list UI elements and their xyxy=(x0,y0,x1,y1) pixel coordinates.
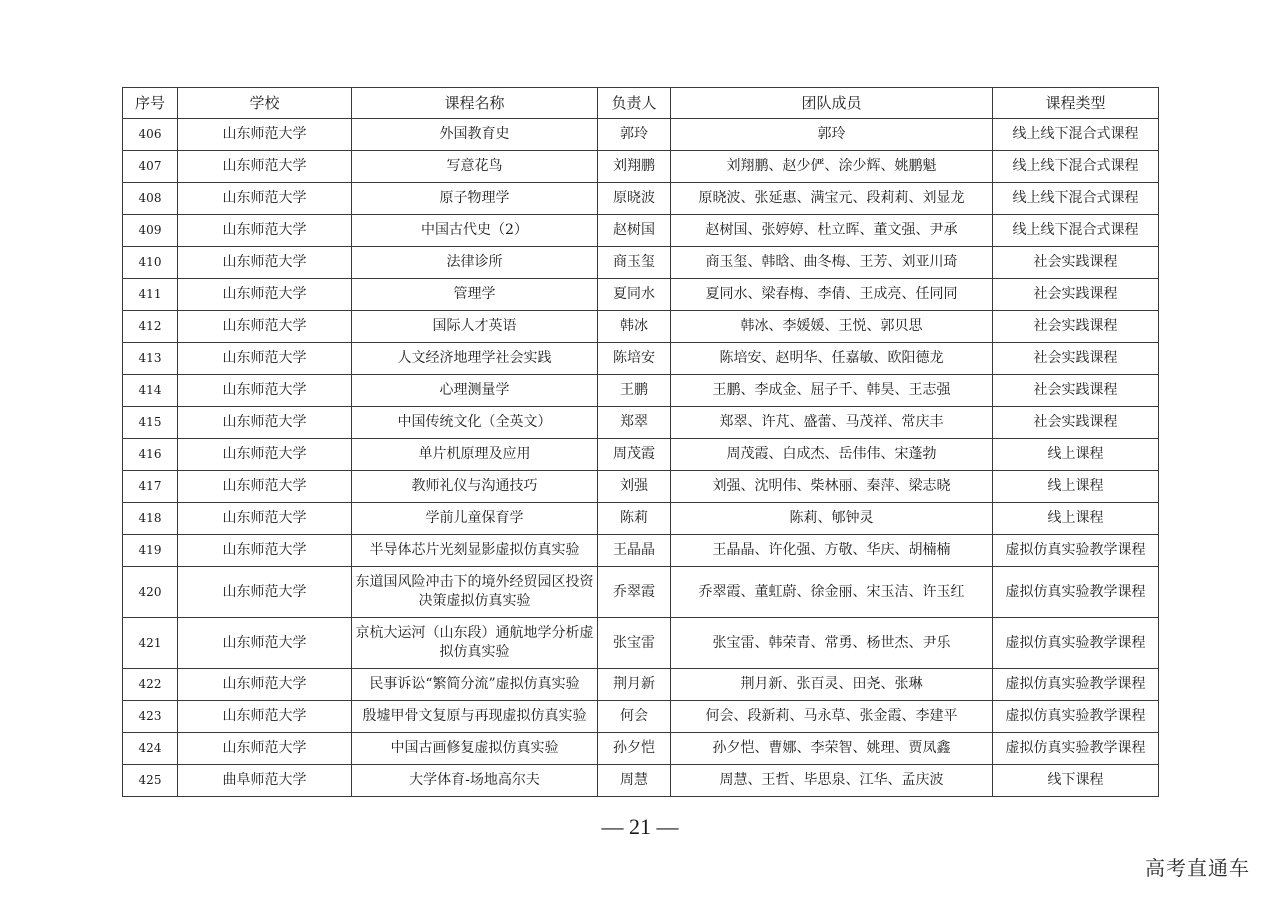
cell-course-name: 人文经济地理学社会实践 xyxy=(352,343,598,375)
cell-team-members: 陈莉、郇钟灵 xyxy=(671,503,993,535)
cell-team-members: 商玉玺、韩晗、曲冬梅、王芳、刘亚川琦 xyxy=(671,247,993,279)
cell-lead: 陈培安 xyxy=(598,343,671,375)
cell-lead: 郑翠 xyxy=(598,407,671,439)
cell-team-members: 刘强、沈明伟、柴林丽、秦萍、梁志晓 xyxy=(671,471,993,503)
cell-serial-number: 422 xyxy=(123,669,178,701)
cell-course-type: 虚拟仿真实验教学课程 xyxy=(993,535,1159,567)
cell-serial-number: 410 xyxy=(123,247,178,279)
cell-lead: 韩冰 xyxy=(598,311,671,343)
cell-team-members: 韩冰、李媛媛、王悦、郭贝思 xyxy=(671,311,993,343)
table-row xyxy=(123,471,1159,503)
cell-course-name: 写意花鸟 xyxy=(352,151,598,183)
cell-course-name: 教师礼仪与沟通技巧 xyxy=(352,471,598,503)
cell-team-members: 陈培安、赵明华、任嘉敏、欧阳德龙 xyxy=(671,343,993,375)
cell-school: 山东师范大学 xyxy=(178,439,352,471)
cell-course-name: 殷墟甲骨文复原与再现虚拟仿真实验 xyxy=(352,701,598,733)
table-row xyxy=(123,618,1159,669)
cell-course-type: 虚拟仿真实验教学课程 xyxy=(993,701,1159,733)
cell-serial-number: 420 xyxy=(123,567,178,618)
cell-course-type: 社会实践课程 xyxy=(993,311,1159,343)
table-row xyxy=(123,279,1159,311)
cell-lead: 王鹏 xyxy=(598,375,671,407)
cell-course-type: 虚拟仿真实验教学课程 xyxy=(993,669,1159,701)
cell-course-name: 东道国风险冲击下的境外经贸园区投资决策虚拟仿真实验 xyxy=(352,567,598,618)
cell-school: 山东师范大学 xyxy=(178,733,352,765)
cell-course-name: 半导体芯片光刻显影虚拟仿真实验 xyxy=(352,535,598,567)
table-row xyxy=(123,215,1159,247)
cell-team-members: 郭玲 xyxy=(671,119,993,151)
cell-lead: 原晓波 xyxy=(598,183,671,215)
cell-course-name: 心理测量学 xyxy=(352,375,598,407)
cell-school: 山东师范大学 xyxy=(178,247,352,279)
cell-course-name: 中国古画修复虚拟仿真实验 xyxy=(352,733,598,765)
cell-course-type: 社会实践课程 xyxy=(993,247,1159,279)
cell-course-name: 学前儿童保育学 xyxy=(352,503,598,535)
cell-lead: 周慧 xyxy=(598,765,671,797)
cell-team-members: 赵树国、张婷婷、杜立晖、董文强、尹承 xyxy=(671,215,993,247)
course-table xyxy=(122,87,1159,797)
cell-school: 曲阜师范大学 xyxy=(178,765,352,797)
cell-school: 山东师范大学 xyxy=(178,183,352,215)
cell-lead: 赵树国 xyxy=(598,215,671,247)
header-lead: 负责人 xyxy=(598,88,671,119)
cell-lead: 陈莉 xyxy=(598,503,671,535)
cell-course-name: 国际人才英语 xyxy=(352,311,598,343)
cell-lead: 乔翠霞 xyxy=(598,567,671,618)
cell-serial-number: 424 xyxy=(123,733,178,765)
cell-school: 山东师范大学 xyxy=(178,311,352,343)
cell-course-name: 单片机原理及应用 xyxy=(352,439,598,471)
cell-course-type: 社会实践课程 xyxy=(993,343,1159,375)
table-row xyxy=(123,119,1159,151)
table-header-row xyxy=(123,88,1159,119)
table-row xyxy=(123,311,1159,343)
cell-course-type: 线上线下混合式课程 xyxy=(993,215,1159,247)
cell-serial-number: 407 xyxy=(123,151,178,183)
cell-team-members: 荆月新、张百灵、田尧、张琳 xyxy=(671,669,993,701)
cell-team-members: 王晶晶、许化强、方敬、华庆、胡楠楠 xyxy=(671,535,993,567)
cell-serial-number: 411 xyxy=(123,279,178,311)
table-row xyxy=(123,765,1159,797)
table-body xyxy=(123,119,1159,797)
cell-school: 山东师范大学 xyxy=(178,567,352,618)
cell-team-members: 原晓波、张延惠、满宝元、段莉莉、刘显龙 xyxy=(671,183,993,215)
cell-lead: 周茂霞 xyxy=(598,439,671,471)
cell-school: 山东师范大学 xyxy=(178,375,352,407)
cell-school: 山东师范大学 xyxy=(178,471,352,503)
table-row xyxy=(123,669,1159,701)
cell-school: 山东师范大学 xyxy=(178,215,352,247)
cell-team-members: 王鹏、李成金、屈子千、韩昊、王志强 xyxy=(671,375,993,407)
cell-serial-number: 412 xyxy=(123,311,178,343)
cell-course-type: 社会实践课程 xyxy=(993,375,1159,407)
cell-course-name: 管理学 xyxy=(352,279,598,311)
cell-team-members: 孙夕恺、曹娜、李荣智、姚理、贾凤鑫 xyxy=(671,733,993,765)
cell-school: 山东师范大学 xyxy=(178,503,352,535)
cell-team-members: 刘翔鹏、赵少俨、涂少辉、姚鹏魁 xyxy=(671,151,993,183)
table-row xyxy=(123,535,1159,567)
cell-course-type: 社会实践课程 xyxy=(993,407,1159,439)
cell-course-type: 虚拟仿真实验教学课程 xyxy=(993,618,1159,669)
cell-course-type: 线上线下混合式课程 xyxy=(993,151,1159,183)
cell-school: 山东师范大学 xyxy=(178,343,352,375)
cell-lead: 孙夕恺 xyxy=(598,733,671,765)
cell-team-members: 乔翠霞、董虹蔚、徐金丽、宋玉洁、许玉红 xyxy=(671,567,993,618)
table-row xyxy=(123,503,1159,535)
cell-course-name: 中国传统文化（全英文） xyxy=(352,407,598,439)
cell-school: 山东师范大学 xyxy=(178,701,352,733)
table-row xyxy=(123,407,1159,439)
cell-lead: 张宝雷 xyxy=(598,618,671,669)
cell-serial-number: 409 xyxy=(123,215,178,247)
cell-school: 山东师范大学 xyxy=(178,279,352,311)
cell-lead: 商玉玺 xyxy=(598,247,671,279)
cell-serial-number: 413 xyxy=(123,343,178,375)
cell-school: 山东师范大学 xyxy=(178,407,352,439)
table-row xyxy=(123,567,1159,618)
cell-serial-number: 425 xyxy=(123,765,178,797)
cell-course-type: 线上课程 xyxy=(993,503,1159,535)
header-team-members: 团队成员 xyxy=(671,88,993,119)
cell-lead: 刘翔鹏 xyxy=(598,151,671,183)
cell-school: 山东师范大学 xyxy=(178,618,352,669)
table-row xyxy=(123,733,1159,765)
cell-course-type: 社会实践课程 xyxy=(993,279,1159,311)
cell-lead: 刘强 xyxy=(598,471,671,503)
cell-team-members: 周茂霞、白成杰、岳伟伟、宋蓬勃 xyxy=(671,439,993,471)
cell-lead: 何会 xyxy=(598,701,671,733)
cell-course-type: 线上课程 xyxy=(993,471,1159,503)
cell-school: 山东师范大学 xyxy=(178,119,352,151)
cell-school: 山东师范大学 xyxy=(178,151,352,183)
table-row xyxy=(123,151,1159,183)
header-course-type: 课程类型 xyxy=(993,88,1159,119)
cell-lead: 郭玲 xyxy=(598,119,671,151)
cell-team-members: 何会、段新莉、马永草、张金霞、李建平 xyxy=(671,701,993,733)
cell-course-name: 京杭大运河（山东段）通航地学分析虚拟仿真实验 xyxy=(352,618,598,669)
table-row xyxy=(123,183,1159,215)
cell-school: 山东师范大学 xyxy=(178,535,352,567)
table-row xyxy=(123,701,1159,733)
cell-course-type: 线上线下混合式课程 xyxy=(993,183,1159,215)
cell-serial-number: 415 xyxy=(123,407,178,439)
cell-course-name: 民事诉讼“繁简分流”虚拟仿真实验 xyxy=(352,669,598,701)
cell-serial-number: 408 xyxy=(123,183,178,215)
cell-lead: 夏同水 xyxy=(598,279,671,311)
table-row xyxy=(123,375,1159,407)
cell-serial-number: 414 xyxy=(123,375,178,407)
cell-course-type: 线上课程 xyxy=(993,439,1159,471)
watermark-text: 高考直通车 xyxy=(1145,856,1250,880)
cell-serial-number: 417 xyxy=(123,471,178,503)
cell-course-name: 外国教育史 xyxy=(352,119,598,151)
cell-serial-number: 416 xyxy=(123,439,178,471)
cell-lead: 王晶晶 xyxy=(598,535,671,567)
header-course-name: 课程名称 xyxy=(352,88,598,119)
cell-serial-number: 418 xyxy=(123,503,178,535)
table-row xyxy=(123,343,1159,375)
table-row xyxy=(123,247,1159,279)
page-number: — 21 — xyxy=(601,814,679,839)
cell-serial-number: 419 xyxy=(123,535,178,567)
cell-lead: 荆月新 xyxy=(598,669,671,701)
cell-team-members: 张宝雷、韩荣青、常勇、杨世杰、尹乐 xyxy=(671,618,993,669)
cell-course-type: 虚拟仿真实验教学课程 xyxy=(993,567,1159,618)
cell-serial-number: 421 xyxy=(123,618,178,669)
header-serial-number: 序号 xyxy=(123,88,178,119)
cell-team-members: 周慧、王哲、毕思泉、江华、孟庆波 xyxy=(671,765,993,797)
cell-course-type: 线上线下混合式课程 xyxy=(993,119,1159,151)
cell-serial-number: 423 xyxy=(123,701,178,733)
cell-school: 山东师范大学 xyxy=(178,669,352,701)
cell-course-name: 中国古代史（2） xyxy=(352,215,598,247)
cell-course-name: 原子物理学 xyxy=(352,183,598,215)
cell-course-name: 法律诊所 xyxy=(352,247,598,279)
cell-team-members: 郑翠、许芃、盛蕾、马茂祥、常庆丰 xyxy=(671,407,993,439)
cell-serial-number: 406 xyxy=(123,119,178,151)
header-school: 学校 xyxy=(178,88,352,119)
cell-course-name: 大学体育-场地高尔夫 xyxy=(352,765,598,797)
cell-course-type: 线下课程 xyxy=(993,765,1159,797)
table-row xyxy=(123,439,1159,471)
cell-team-members: 夏同水、梁春梅、李倩、王成亮、任同同 xyxy=(671,279,993,311)
cell-course-type: 虚拟仿真实验教学课程 xyxy=(993,733,1159,765)
